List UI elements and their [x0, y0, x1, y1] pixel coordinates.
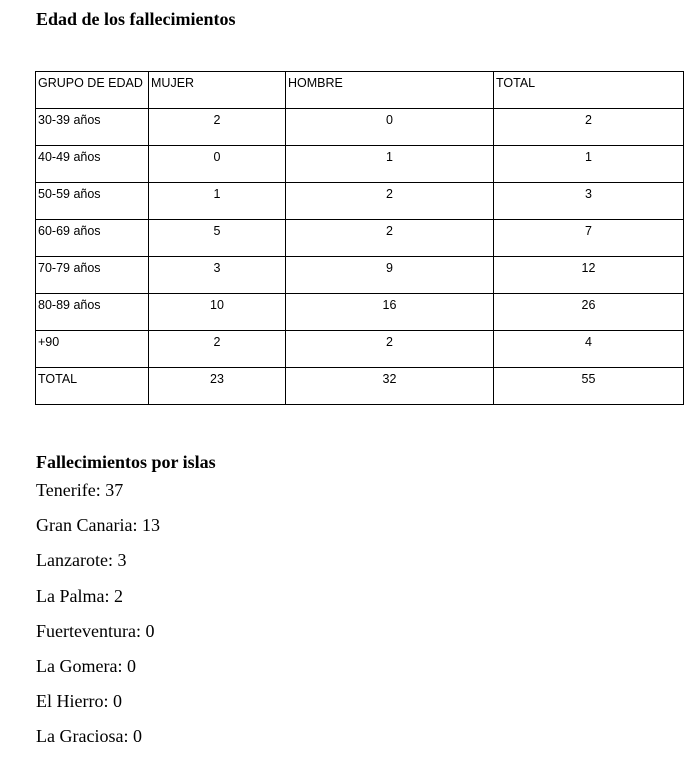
cell-women: 2: [149, 331, 286, 368]
cell-total: 2: [494, 109, 684, 146]
islands-list: [36, 478, 160, 760]
list-item: Lanzarote: 3: [36, 550, 127, 571]
cell-age-group: 40-49 años: [36, 146, 149, 183]
table-row: [36, 331, 684, 368]
cell-men: 16: [286, 294, 494, 331]
cell-men: 9: [286, 257, 494, 294]
list-item: La Palma: 2: [36, 585, 123, 606]
cell-women: 23: [149, 368, 286, 405]
cell-men: 2: [286, 220, 494, 257]
cell-age-group: 60-69 años: [36, 220, 149, 257]
cell-total: 55: [494, 368, 684, 405]
age-table: [35, 71, 684, 405]
list-item: El Hierro: 0: [36, 691, 122, 712]
islands-section-title: Fallecimientos por islas: [36, 452, 216, 472]
cell-age-group: 30-39 años: [36, 109, 149, 146]
cell-men: 0: [286, 109, 494, 146]
list-item: Gran Canaria: 13: [36, 515, 160, 536]
cell-total: 1: [494, 146, 684, 183]
cell-men: 2: [286, 331, 494, 368]
list-item: Tenerife: 37: [36, 480, 124, 500]
cell-women: 1: [149, 183, 286, 220]
table-header-row: [36, 72, 684, 109]
table-row: [36, 220, 684, 257]
column-header-total: TOTAL: [494, 72, 684, 109]
cell-total: 3: [494, 183, 684, 220]
list-item: La Graciosa: 0: [36, 726, 142, 747]
cell-men: 32: [286, 368, 494, 405]
table-total-row: [36, 368, 684, 405]
cell-total: 4: [494, 331, 684, 368]
list-item: La Gomera: 0: [36, 655, 136, 676]
age-section-title: Edad de los fallecimientos: [36, 9, 236, 29]
cell-age-group: +90: [36, 331, 149, 368]
cell-women: 2: [149, 109, 286, 146]
cell-age-group: TOTAL: [36, 368, 149, 405]
cell-men: 2: [286, 183, 494, 220]
column-header-men: HOMBRE: [286, 72, 494, 109]
cell-women: 10: [149, 294, 286, 331]
cell-age-group: 50-59 años: [36, 183, 149, 220]
cell-women: 5: [149, 220, 286, 257]
table-row: [36, 294, 684, 331]
table-row: [36, 183, 684, 220]
cell-age-group: 80-89 años: [36, 294, 149, 331]
cell-men: 1: [286, 146, 494, 183]
cell-total: 26: [494, 294, 684, 331]
column-header-age-group: GRUPO DE EDAD: [36, 72, 149, 109]
table-row: [36, 146, 684, 183]
table-row: [36, 109, 684, 146]
cell-women: 0: [149, 146, 286, 183]
table-row: [36, 257, 684, 294]
cell-total: 7: [494, 220, 684, 257]
list-item: Fuerteventura: 0: [36, 620, 155, 641]
cell-total: 12: [494, 257, 684, 294]
cell-women: 3: [149, 257, 286, 294]
cell-age-group: 70-79 años: [36, 257, 149, 294]
column-header-women: MUJER: [149, 72, 286, 109]
